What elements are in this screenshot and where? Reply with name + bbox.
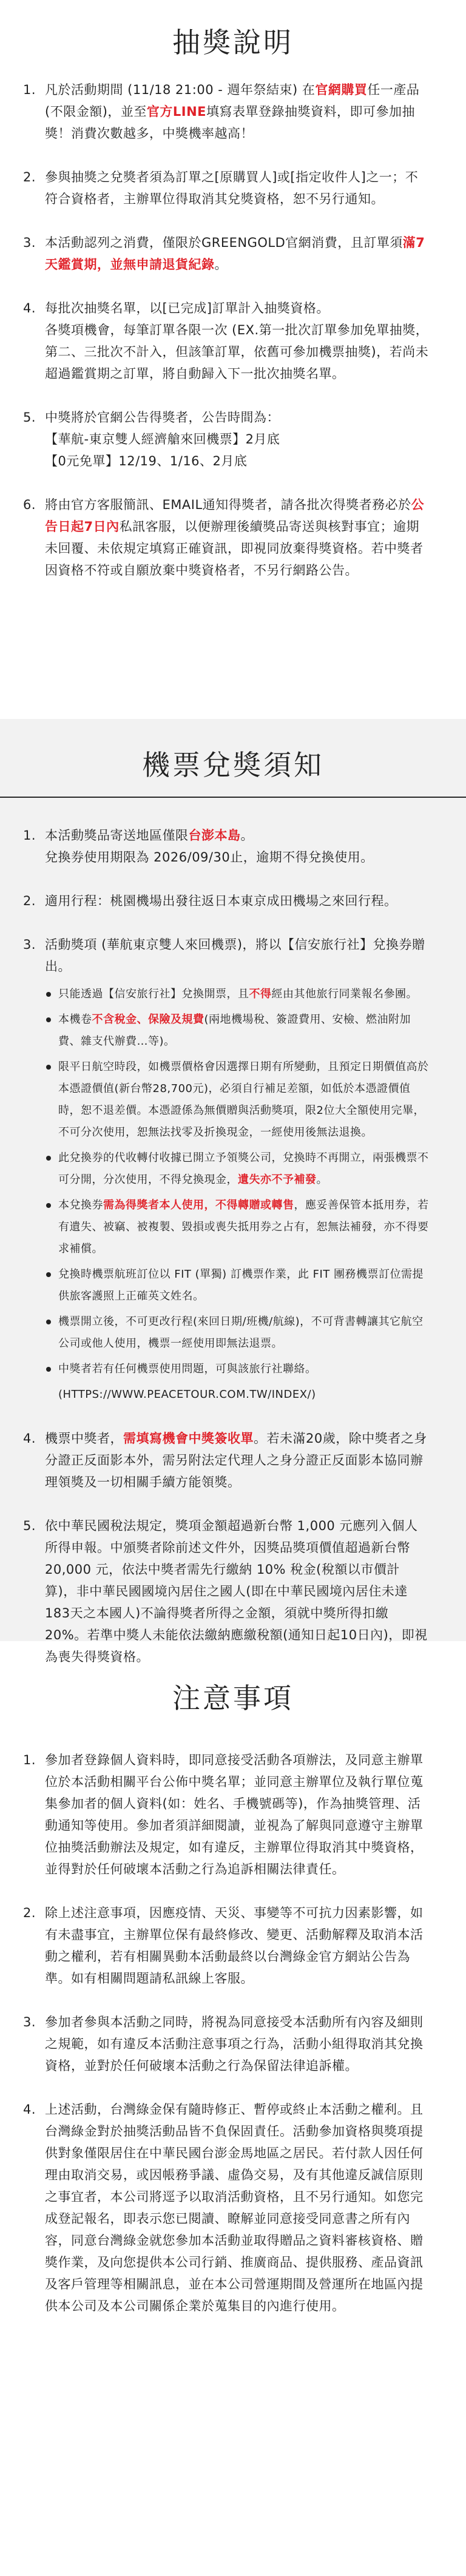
text-segment: 凡於活動期間 (11/18 21:00 - 週年祭結束) 在 xyxy=(45,83,316,97)
bullet-item xyxy=(45,1384,430,1406)
list-item xyxy=(23,297,430,385)
list-item xyxy=(23,79,430,144)
item-number: 1. xyxy=(23,828,36,843)
text-segment: 私訊客服，以便辦理後續獎品寄送與核對事宜；逾期未回覆、未依規定填寫正確資訊，即視同放棄得獎資格。若中獎者因資格不符或自願放棄中獎資格者，不另行網路公告。 xyxy=(45,519,424,578)
notes-section xyxy=(0,1641,466,2576)
text-segment: 。 xyxy=(240,828,254,843)
item-text xyxy=(45,232,430,275)
item-text xyxy=(45,166,430,210)
item-number: 6. xyxy=(23,497,36,512)
text-segment: 限平日航空時段，如機票價格會因選擇日期有所變動，且預定日期價值高於本憑證價值(新台幣28,700元)，必須自行補足差額，如低於本憑證價值時，恕不退差價。本憑證係為無價贈與活動獎項，限2位大全額使用完畢，不可分次使用，恕無法找零及折換現金，一經使用後無法退換。 xyxy=(58,1060,429,1139)
text-segment: 參與抽獎之兌獎者須為訂單之[原購買人]或[指定收件人]之一；不符合資格者，主辦單位得取消其兌獎資格，恕不另行通知。 xyxy=(45,170,419,206)
text-segment: 台澎本島 xyxy=(188,828,241,843)
text-segment: 需為得獎者本人使用，不得轉贈或轉售 xyxy=(103,1199,294,1212)
text-segment: 本機卷 xyxy=(58,1013,92,1026)
item-text xyxy=(45,2099,430,2317)
text-segment: (兩地機場稅、簽證費用、安檢、燃油附加費、雜支代辦費…等)。 xyxy=(58,1013,411,1048)
text-segment: 依中華民國稅法規定，獎項金額超過新台幣 1,000 元應列入個人所得申報。中頒獎者除前述文件外，因獎品獎項價值超過新台幣 20,000 元，依法中獎者需先行繳納 10% 稅金(稅額以市價計算)，非中華民國國境內居住之國人(即在中華民國境內居住未達183天之本國人)不論得獎者所得之金額，須就中獎所得扣繳 20%。若準中獎人未能依法繳納應繳稅額(通知日起10日內)，即視為喪失得獎資格。 xyxy=(45,1519,428,1664)
text-segment: 填寫表單登錄抽獎資料，即可參加抽獎！消費次數越多，中獎機率越高！ xyxy=(45,104,416,141)
bullet-item xyxy=(45,1009,430,1053)
list-item xyxy=(23,2099,430,2317)
text-segment: 只能透過【信安旅行社】兌換開票，且 xyxy=(58,988,249,1000)
item-text xyxy=(45,2011,430,2077)
text-segment: 。 xyxy=(316,1173,328,1186)
bullet-item xyxy=(45,1147,430,1191)
item-number: 5. xyxy=(23,410,36,425)
text-segment: 官網購買 xyxy=(315,83,368,97)
list-item xyxy=(23,1749,430,1880)
lottery-title: 抽獎說明 xyxy=(172,26,294,59)
list-item xyxy=(23,406,430,472)
text-segment: 每批次抽獎名單，以[已完成]訂單計入抽獎資格。 xyxy=(45,301,329,315)
text-segment: 除上述注意事項，因應疫情、天災、事變等不可抗力因素影響，如有未盡事宜，主辦單位保有最終修改、變更、活動解釋及取消本活動之權利，若有相關異動本活動最終以台灣綠金官方網站公告為準。如有相關問題請私訊線上客服。 xyxy=(45,1906,424,1986)
text-segment: 各獎項機會，每筆訂單各限一次 (EX.第一批次訂單參加免單抽獎，第二、三批次不計入，但該筆訂單，依舊可參加機票抽獎)，若尚未超過鑑賞期之訂單，將自動歸入下一批次抽獎名單。 xyxy=(45,323,429,381)
text-segment: 公告日起7日內 xyxy=(45,497,425,534)
item-number: 4. xyxy=(23,1431,36,1446)
bullet-item xyxy=(45,983,430,1005)
ticket-title: 機票兌獎須知 xyxy=(142,749,324,781)
item-text xyxy=(45,1428,430,1493)
text-segment: (HTTPS://WWW.PEACETOUR.COM.TW/INDEX/) xyxy=(58,1388,316,1401)
list-item xyxy=(23,1515,430,1668)
text-segment: 參加者登錄個人資料時，即同意接受活動各項辦法，及同意主辦單位於本活動相關平台公佈中獎名單；並同意主辦單位及執行單位蒐集參加者的個人資料(如：姓名、手機號碼等)，作為抽獎管理、活動通知等使用。參加者須詳細閱讀，並視為了解與同意遵守主辦單位抽獎活動辦法及規定，如有違反，主辦單位得取消其中獎資格，並得對於任何破壞本活動之行為追訴相關法律責任。 xyxy=(45,1753,424,1876)
text-segment: 官方LINE xyxy=(146,104,207,119)
list-item xyxy=(23,1428,430,1493)
text-segment: 機票中獎者， xyxy=(45,1431,123,1446)
ticket-list xyxy=(0,824,466,1668)
item-text xyxy=(45,406,430,472)
item-number: 1. xyxy=(23,83,36,97)
item-number: 4. xyxy=(23,301,36,315)
item-text xyxy=(45,1749,430,1880)
text-segment: 需填寫機會中獎簽收單 xyxy=(123,1431,254,1446)
text-segment: 。若未滿20歲，除中獎者之身分證正反面影本外，需另附法定代理人之身分證正反面影本協同辦理領獎及一切相關手續方能領獎。 xyxy=(45,1431,427,1489)
text-segment: 兌換時機票航班訂位以 FIT (單獨) 訂機票作業，此 FIT 團務機票訂位需提供旅客護照上正確英文姓名。 xyxy=(58,1268,424,1303)
ticket-section xyxy=(0,719,466,1664)
text-segment: 上述活動，台灣綠金保有隨時修正、暫停或終止本活動之權利。且台灣綠金對於抽獎活動品皆不負保固責任。活動參加資格與獎項提供對象僅限居住在中華民國台澎金馬地區之居民。若付款人因任何理由取消交易，或因帳務爭議、虛偽交易，及有其他違反誠信原則之事宜者，本公司將逕予以取消活動資格，且不另行通知。如您完成登記報名，即表示您已閱讀、瞭解並同意接受同意書之所有內容，同意台灣綠金就您參加本活動並取得贈品之資料審核資格、贈獎作業，及向您提供本公司行銷、推廣商品、提供服務、產品資訊及客戶管理等相關訊息，並在本公司營運期間及營運所在地區內提供本公司及本公司關係企業於蒐集目的內進行使用。 xyxy=(45,2102,424,2313)
list-item xyxy=(23,824,430,868)
notes-list xyxy=(0,1749,466,2317)
text-segment: 不含稅金、保險及規費 xyxy=(92,1013,204,1026)
text-segment: 參加者參與本活動之同時，將視為同意接受本活動所有內容及細則之規範，如有違反本活動注意事項之行為，活動小組得取消其兌換資格，並對於任何破壞本活動之行為保留法律追訴權。 xyxy=(45,2015,424,2073)
text-segment: 此兌換券的代收轉付收據已開立予領獎公司，兌換時不再開立，兩張機票不可分開，分次使用，不得兌換現金， xyxy=(58,1151,429,1186)
bullet-item xyxy=(45,1311,430,1355)
item-number: 5. xyxy=(23,1519,36,1533)
text-segment: 經由其他旅行同業報名參團。 xyxy=(271,988,417,1000)
text-segment: 本兌換券 xyxy=(58,1199,103,1212)
text-segment: 兌換券使用期限為 2026/09/30止，逾期不得兌換使用。 xyxy=(45,850,374,865)
text-segment: 機票開立後，不可更改行程(來回日期/班機/航線)，不可背書轉讓其它航空公司或他人使用，機票一經使用即無法退票。 xyxy=(58,1315,424,1350)
text-segment: 任一產品 (不限金額)，並至 xyxy=(45,83,420,119)
item-text xyxy=(45,494,430,581)
item-text xyxy=(45,890,430,912)
lottery-section xyxy=(0,0,466,719)
text-segment: 【0元免單】12/19、1/16、2月底 xyxy=(45,454,248,468)
ticket-title-divider xyxy=(0,797,466,798)
text-segment: 本活動獎品寄送地區僅限 xyxy=(45,828,189,843)
notes-title: 注意事項 xyxy=(172,1682,294,1715)
bullet-item xyxy=(45,1264,430,1307)
item-number: 2. xyxy=(23,894,36,908)
text-segment: 本活動認列之消費，僅限於GREENGOLD官網消費，且訂單須 xyxy=(45,235,403,250)
list-item xyxy=(23,166,430,210)
text-segment: 不得 xyxy=(249,988,272,1000)
list-item xyxy=(23,2011,430,2077)
list-item xyxy=(23,1902,430,1989)
text-segment: ，應妥善保管本抵用券，若有遺失、被竊、被複製、毀損或喪失抵用券之占有，恕無法補發，亦不得要求補償。 xyxy=(58,1199,429,1255)
list-item xyxy=(23,494,430,581)
text-segment: 適用行程：桃園機場出發往返日本東京成田機場之來回行程。 xyxy=(45,894,397,908)
text-segment: 【華航-東京雙人經濟艙來回機票】2月底 xyxy=(45,432,280,447)
bullet-item xyxy=(45,1195,430,1260)
text-segment: 中獎者若有任何機票使用問題，可與該旅行社聯絡。 xyxy=(58,1363,317,1375)
text-segment: 活動獎項 (華航東京雙人來回機票)，將以【信安旅行社】兌換券贈出。 xyxy=(45,937,425,974)
lottery-list xyxy=(0,79,466,581)
item-text xyxy=(45,79,430,144)
text-segment: 滿7天鑑賞期，並無申請退貨紀錄 xyxy=(45,235,425,272)
item-text xyxy=(45,1902,430,1989)
item-number: 1. xyxy=(23,1753,36,1767)
item-number: 2. xyxy=(23,170,36,184)
text-segment: 。 xyxy=(214,257,228,272)
bullet-item xyxy=(45,1056,430,1144)
bullet-list xyxy=(45,983,430,1406)
text-segment: 中獎將於官網公告得獎者，公告時間為： xyxy=(45,410,280,425)
item-number: 4. xyxy=(23,2102,36,2117)
item-number: 3. xyxy=(23,235,36,250)
item-number: 3. xyxy=(23,937,36,952)
item-number: 2. xyxy=(23,1906,36,1920)
item-text xyxy=(45,934,430,977)
list-item xyxy=(23,934,430,1406)
item-text xyxy=(45,824,430,868)
text-segment: 將由官方客服簡訊、EMAIL通知得獎者，請各批次得獎者務必於 xyxy=(45,497,411,512)
list-item xyxy=(23,232,430,275)
text-segment: 遺失亦不予補發 xyxy=(238,1173,317,1186)
list-item xyxy=(23,890,430,912)
item-text xyxy=(45,297,430,385)
item-text xyxy=(45,1515,430,1668)
item-number: 3. xyxy=(23,2015,36,2029)
bullet-item xyxy=(45,1358,430,1380)
